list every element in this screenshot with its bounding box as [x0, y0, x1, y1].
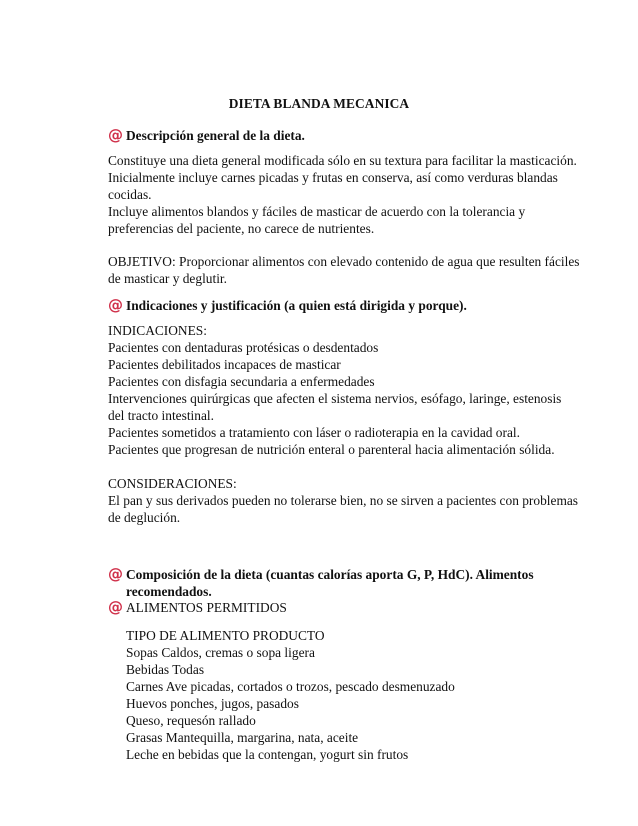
list-item: del tracto intestinal. [108, 408, 214, 423]
section-heading-text: Composición de la dieta (cuantas calorías aporta G, P, HdC). Alimentos [126, 567, 534, 582]
at-swirl-icon: @ [108, 126, 123, 144]
alimentos-table [126, 627, 546, 763]
paragraph-line: El pan y sus derivados pueden no tolerarse bien, no se sirven a pacientes con problemas [108, 493, 579, 508]
list-item: Pacientes con dentaduras protésicas o desdentados [108, 340, 379, 355]
table-header: TIPO DE ALIMENTO PRODUCTO [126, 628, 325, 643]
paragraph-line: Inicialmente incluye carnes picadas y frutas en conserva, así como verduras blandas [108, 170, 558, 185]
list-item: Pacientes sometidos a tratamiento con láser o radioterapia en la cavidad oral. [108, 425, 520, 440]
table-row: Bebidas Todas [126, 662, 205, 677]
list-item: Pacientes debilitados incapaces de masticar [108, 357, 341, 372]
sub-heading-text: ALIMENTOS PERMITIDOS [126, 600, 287, 615]
section-heading-text: Indicaciones y justificación (a quien está dirigida y porque). [126, 298, 467, 313]
paragraph-line: de deglución. [108, 510, 181, 525]
list-item: Pacientes que progresan de nutrición enteral o parenteral hacia alimentación sólida. [108, 442, 555, 457]
section-heading-text: Descripción general de la dieta. [126, 128, 305, 143]
descripcion-paragraph [108, 152, 577, 237]
paragraph-line: preferencias del paciente, no carece de nutrientes. [108, 221, 375, 236]
table-row: Sopas Caldos, cremas o sopa ligera [126, 645, 315, 660]
table-row: Leche en bebidas que la contengan, yogurt sin frutos [126, 747, 409, 762]
document-title: DIETA BLANDA MECANICA [228, 96, 410, 111]
paragraph-line: Incluye alimentos blandos y fáciles de masticar de acuerdo con la tolerancia y [108, 204, 526, 219]
paragraph-line: cocidas. [108, 187, 152, 202]
consideraciones-paragraph [108, 475, 579, 526]
section-heading-text-wrap [126, 566, 566, 600]
paragraph-line: Constituye una dieta general modificada sólo en su textura para facilitar la masticación. [108, 153, 577, 168]
paragraph-line: de masticar y deglutir. [108, 271, 227, 286]
table-row: Carnes Ave picadas, cortados o trozos, pescado desmenuzado [126, 679, 455, 694]
table-row: Grasas Mantequilla, margarina, nata, aceite [126, 730, 359, 745]
paragraph-line: CONSIDERACIONES: [108, 476, 237, 491]
list-item: INDICACIONES: [108, 323, 207, 338]
list-item: Pacientes con disfagia secundaria a enfermedades [108, 374, 375, 389]
indicaciones-list [108, 322, 562, 458]
table-row: Huevos ponches, jugos, pasados [126, 696, 299, 711]
table-row: Queso, requesón rallado [126, 713, 256, 728]
at-swirl-icon: @ [108, 598, 123, 616]
list-item: Intervenciones quirúrgicas que afecten el sistema nervios, esófago, laringe, estenosis [108, 391, 562, 406]
objetivo-paragraph [108, 253, 580, 287]
paragraph-line: OBJETIVO: Proporcionar alimentos con elevado contenido de agua que resulten fáciles [108, 254, 580, 269]
section-heading-text: recomendados. [126, 584, 212, 599]
at-swirl-icon: @ [108, 296, 123, 314]
at-swirl-icon: @ [108, 565, 123, 583]
